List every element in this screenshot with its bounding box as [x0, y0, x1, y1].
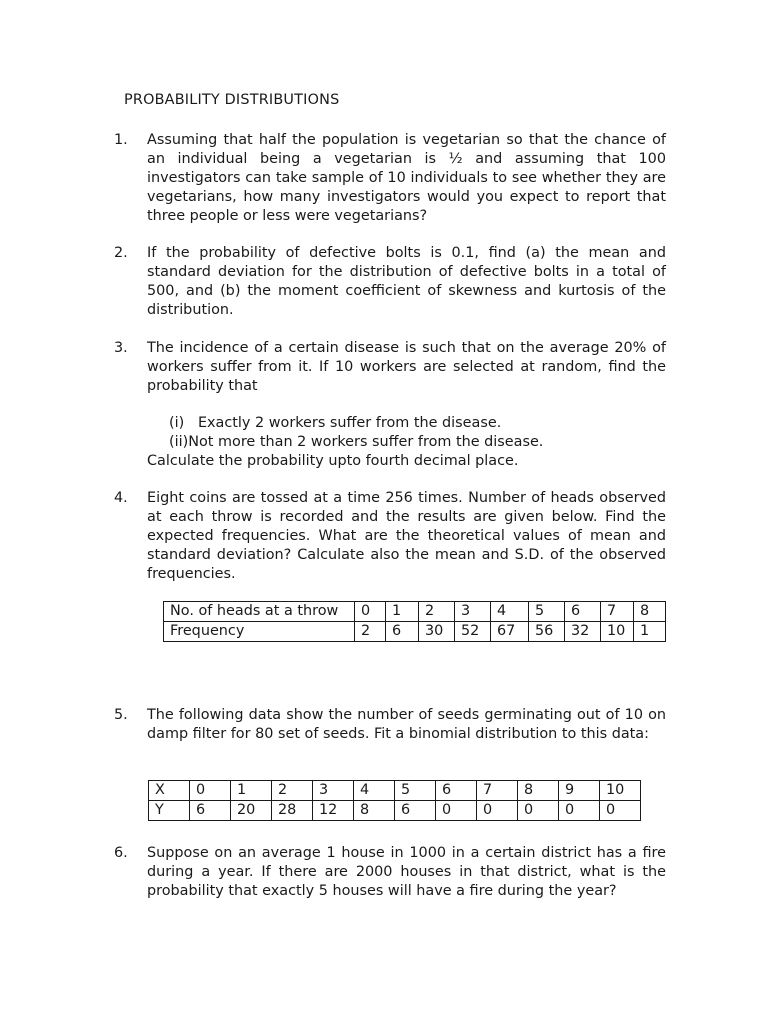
- question-text: The following data show the number of seeds germinating out of 10 on damp filter for 80 set of seeds. Fit a binomial distribution to this data:: [147, 707, 666, 742]
- question-text: If the probability of defective bolts is 0.1, find (a) the mean and standard deviation for the distribution of defective bolts in a total of 500, and (b) the moment coefficient of skewness and kurtosis of the distribution.: [147, 245, 666, 318]
- page-title: PROBABILITY DISTRIBUTIONS: [124, 92, 340, 108]
- table-cell: 6: [565, 602, 601, 622]
- question-number: 2.: [114, 245, 128, 261]
- table-row-label: Frequency: [164, 622, 355, 642]
- question-number: 4.: [114, 490, 128, 506]
- question-text: Suppose on an average 1 house in 1000 in a certain district has a fire during a year. If there are 2000 houses in that district, what is the probability that exactly 5 houses will have a fire during the year?: [147, 845, 666, 899]
- question-3: [114, 339, 666, 471]
- table-cell: 4: [491, 602, 529, 622]
- table-cell: 5: [529, 602, 565, 622]
- table-cell: 0: [518, 801, 559, 821]
- seeds-germination-table: [148, 780, 641, 821]
- question-number: 3.: [114, 340, 128, 356]
- question-text: Assuming that half the population is vegetarian so that the chance of an individual being a vegetarian is ½ and assuming that 100 investigators can take sample of 10 individuals to see whether they are vegetarians, how many investigators would you expect to report that three people or less were vegetarians?: [147, 132, 666, 224]
- question-2: [114, 244, 666, 320]
- sub-question-i: (i) Exactly 2 workers suffer from the disease.: [169, 415, 502, 431]
- table-cell: 9: [559, 781, 600, 801]
- table-cell: 0: [355, 602, 386, 622]
- table-row: [149, 781, 641, 801]
- question-5: [114, 706, 666, 744]
- table-cell: 67: [491, 622, 529, 642]
- table-row-label: No. of heads at a throw: [164, 602, 355, 622]
- question-footer: Calculate the probability upto fourth decimal place.: [147, 453, 519, 469]
- table-cell: 10: [600, 781, 641, 801]
- table-cell: 2: [355, 622, 386, 642]
- table-cell: 32: [565, 622, 601, 642]
- table-cell: 8: [354, 801, 395, 821]
- table-row: [149, 801, 641, 821]
- question-6: [114, 844, 666, 901]
- heads-frequency-table: [163, 601, 666, 642]
- table-cell: 5: [395, 781, 436, 801]
- question-4: [114, 489, 666, 584]
- table-cell: 28: [272, 801, 313, 821]
- table-cell: 7: [477, 781, 518, 801]
- table-cell: 0: [600, 801, 641, 821]
- table-cell: 1: [231, 781, 272, 801]
- table-cell: 2: [419, 602, 455, 622]
- question-text: Eight coins are tossed at a time 256 times. Number of heads observed at each throw is recorded and the results are given below. Find the expected frequencies. What are the theoretical values of mean and standard deviation? Calculate also the mean and S.D. of the observed frequencies.: [147, 490, 666, 582]
- table-cell: 8: [634, 602, 666, 622]
- table-cell: 8: [518, 781, 559, 801]
- question-text: The incidence of a certain disease is such that on the average 20% of workers suffer from it. If 10 workers are selected at random, find the probability that: [147, 340, 666, 394]
- table-cell: 52: [455, 622, 491, 642]
- table-cell: 4: [354, 781, 395, 801]
- table-row: [164, 622, 666, 642]
- table-cell: 20: [231, 801, 272, 821]
- table-cell: 0: [477, 801, 518, 821]
- table-row-label: Y: [149, 801, 190, 821]
- table-row-label: X: [149, 781, 190, 801]
- table-row: [164, 602, 666, 622]
- table-cell: 0: [559, 801, 600, 821]
- table-cell: 2: [272, 781, 313, 801]
- table-cell: 1: [634, 622, 666, 642]
- sub-question-ii: (ii)Not more than 2 workers suffer from the disease.: [169, 434, 544, 450]
- table-cell: 12: [313, 801, 354, 821]
- table-cell: 7: [601, 602, 634, 622]
- table-cell: 0: [436, 801, 477, 821]
- question-1: [114, 131, 666, 226]
- table-cell: 56: [529, 622, 565, 642]
- question-number: 6.: [114, 845, 128, 861]
- question-number: 1.: [114, 132, 128, 148]
- table-cell: 3: [455, 602, 491, 622]
- question-number: 5.: [114, 707, 128, 723]
- table-cell: 6: [190, 801, 231, 821]
- table-cell: 30: [419, 622, 455, 642]
- table-cell: 0: [190, 781, 231, 801]
- table-cell: 1: [386, 602, 419, 622]
- table-cell: 3: [313, 781, 354, 801]
- table-cell: 6: [395, 801, 436, 821]
- table-cell: 10: [601, 622, 634, 642]
- table-cell: 6: [386, 622, 419, 642]
- table-cell: 6: [436, 781, 477, 801]
